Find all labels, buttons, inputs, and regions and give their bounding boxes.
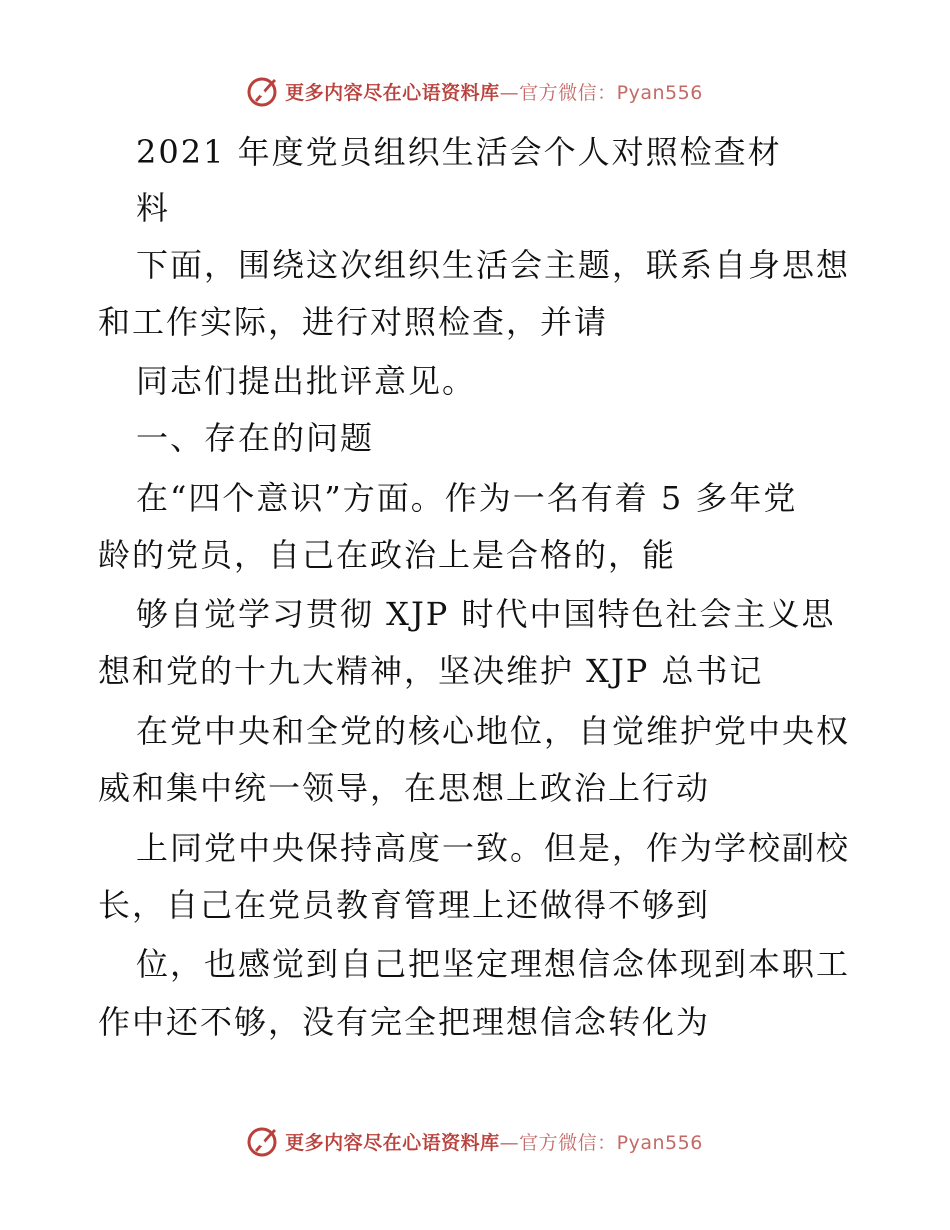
pen-nib-logo-icon <box>247 1124 281 1158</box>
doc-paragraph-line: 上同党中央保持高度一致。但是，作为学校副校 <box>136 829 851 867</box>
doc-title-line-1: 2021 年度党员组织生活会个人对照检查材 <box>136 133 782 171</box>
doc-paragraph-line: 长，自己在党员教育管理上还做得不够到 <box>98 886 711 924</box>
doc-paragraph-line: 想和党的十九大精神，坚决维护 XJP 总书记 <box>98 652 764 690</box>
doc-paragraph-line: 和工作实际，进行对照检查，并请 <box>98 303 609 341</box>
doc-paragraph-line: 同志们提出批评意见。 <box>136 362 477 400</box>
watermark-text <box>285 1128 703 1155</box>
doc-paragraph-line: 在“四个意识”方面。作为一名有着 5 多年党 <box>136 479 798 517</box>
watermark-light-text: —官方微信：Pyan556 <box>499 81 703 104</box>
doc-title-line-2: 料 <box>136 189 171 227</box>
watermark-banner-bottom <box>0 1121 950 1161</box>
watermark-banner-top <box>0 71 950 111</box>
pen-nib-logo-icon <box>247 74 281 108</box>
watermark-bold-text: 更多内容尽在心语资料库 <box>285 81 500 104</box>
doc-paragraph-line: 威和集中统一领导，在思想上政治上行动 <box>98 769 711 807</box>
doc-paragraph-line: 在党中央和全党的核心地位，自觉维护党中央权 <box>136 712 851 750</box>
doc-paragraph-line: 够自觉学习贯彻 XJP 时代中国特色社会主义思 <box>136 595 836 633</box>
doc-paragraph-line: 位，也感觉到自己把坚定理想信念体现到本职工 <box>136 945 851 983</box>
doc-section-heading: 一、存在的问题 <box>136 419 375 457</box>
doc-paragraph-line: 作中还不够，没有完全把理想信念转化为 <box>98 1003 711 1041</box>
watermark-light-text: —官方微信：Pyan556 <box>499 1131 703 1154</box>
doc-paragraph-line: 龄的党员，自己在政治上是合格的，能 <box>98 536 677 574</box>
watermark-text <box>285 78 703 105</box>
watermark-bold-text: 更多内容尽在心语资料库 <box>285 1131 500 1154</box>
doc-paragraph-line: 下面，围绕这次组织生活会主题，联系自身思想 <box>136 246 851 284</box>
